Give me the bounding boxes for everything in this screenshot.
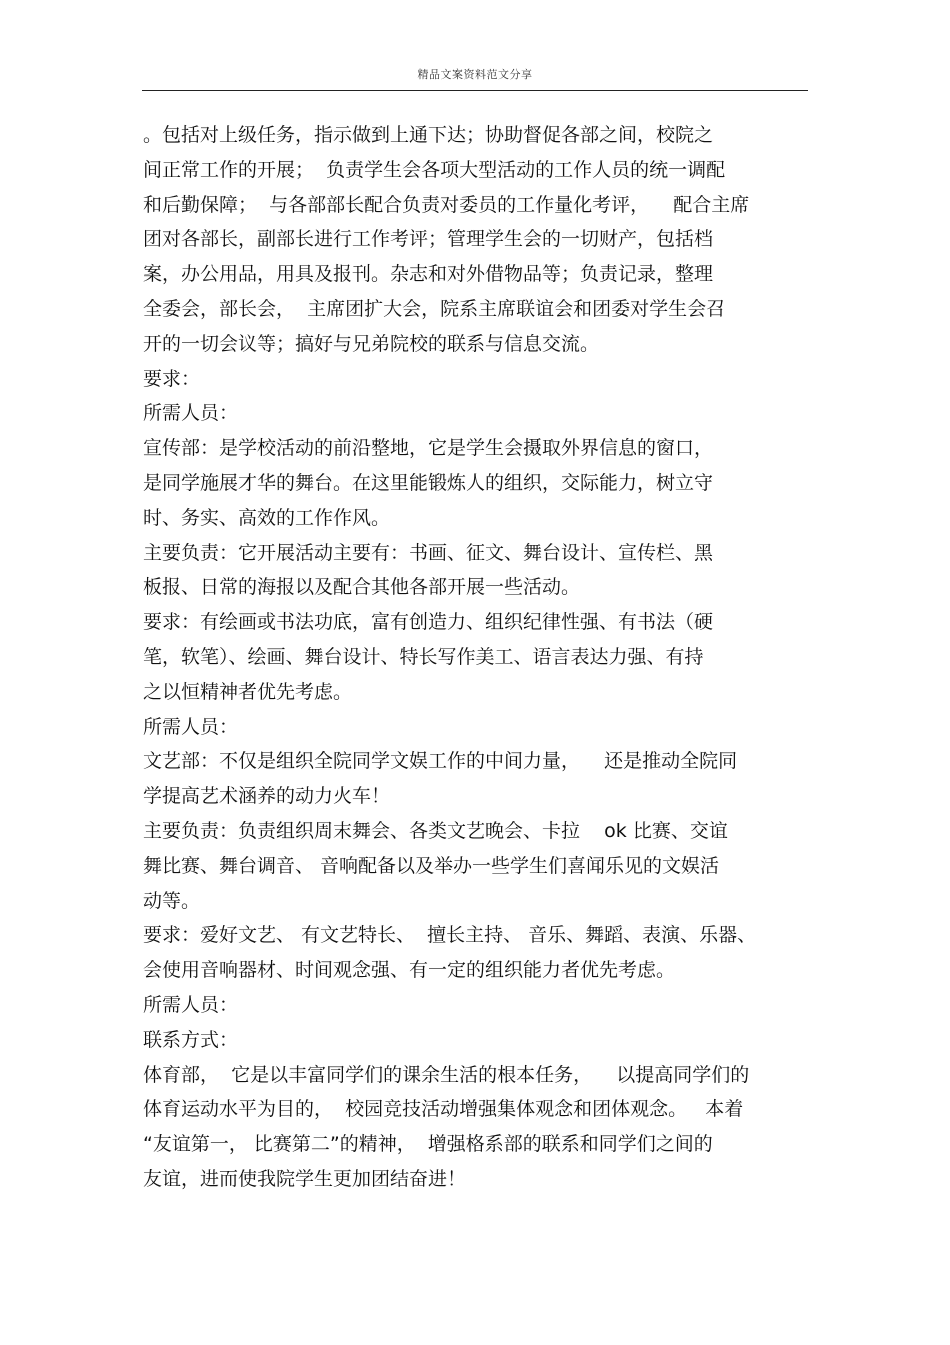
text-line: 所需人员： xyxy=(143,993,239,1016)
text-line: 间正常工作的开展； 负责学生会各项大型活动的工作人员的统一调配 xyxy=(143,158,726,181)
text-line: 全委会，部长会， 主席团扩大会，院系主席联谊会和团委对学生会召 xyxy=(143,297,726,320)
text-line: 联系方式： xyxy=(143,1028,239,1051)
text-line: 。包括对上级任务，指示做到上通下达；协助督促各部之间，校院之 xyxy=(143,124,714,146)
text-line: 团对各部长，副部长进行工作考评；管理学生会的一切财产，包括档 xyxy=(143,228,714,251)
document-body xyxy=(143,118,808,1197)
page-header: 精品文案资料范文分享 xyxy=(417,68,533,81)
text-line: 所需人员： xyxy=(143,715,239,738)
text-line: 板报、日常的海报以及配合其他各部开展一些活动。 xyxy=(143,576,581,599)
header-divider xyxy=(142,90,808,91)
text-line: 要求： xyxy=(143,367,201,390)
text-line: 是同学施展才华的舞台。在这里能锻炼人的组织，交际能力，树立守 xyxy=(143,471,714,494)
text-line: 学提高艺术涵养的动力火车！ xyxy=(143,785,391,808)
text-line: 宣传部：是学校活动的前沿整地，它是学生会摄取外界信息的窗口， xyxy=(143,437,714,460)
text-line: 舞比赛、舞台调音、 音响配备以及举办一些学生们喜闻乐见的文娱活 xyxy=(143,854,720,877)
text-line: 开的一切会议等；搞好与兄弟院校的联系与信息交流。 xyxy=(143,332,600,355)
text-line: 时、务实、高效的工作作风。 xyxy=(143,506,391,529)
text-line: 文艺部：不仅是组织全院同学文娱工作的中间力量， 还是推动全院同 xyxy=(143,750,738,773)
text-line: 要求：爱好文艺、 有文艺特长、 擅长主持、 音乐、舞蹈、表演、乐器、 xyxy=(143,924,757,947)
text-line: 要求：有绘画或书法功底，富有创造力、组织纪律性强、有书法（硬 xyxy=(143,611,714,634)
text-line: “友谊第一， 比赛第二”的精神， 增强格系部的联系和同学们之间的 xyxy=(143,1133,713,1156)
text-line: 主要负责：负责组织周末舞会、各类文艺晚会、卡拉 ok 比赛、交谊 xyxy=(143,819,728,842)
text-line: 案，办公用品，用具及报刊。杂志和对外借物品等；负责记录，整理 xyxy=(143,263,714,286)
text-line: 会使用音响器材、时间观念强、有一定的组织能力者优先考虑。 xyxy=(143,959,676,982)
text-line: 笔，软笔）、绘画、舞台设计、特长写作美工、语言表达力强、有持 xyxy=(143,645,704,668)
text-line: 体育部， 它是以丰富同学们的课余生活的根本任务， 以提高同学们的 xyxy=(143,1063,750,1086)
text-line: 动等。 xyxy=(143,889,201,912)
text-line: 之以恒精神者优先考虑。 xyxy=(143,680,353,703)
text-line: 所需人员： xyxy=(143,402,239,425)
text-line: 和后勤保障； 与各部部长配合负责对委员的工作量化考评， 配合主席 xyxy=(143,193,750,216)
text-line: 体育运动水平为目的， 校园竞技活动增强集体观念和团体观念。 本着 xyxy=(143,1098,744,1121)
text-line: 友谊，进而使我院学生更加团结奋进！ xyxy=(143,1167,467,1190)
text-line: 主要负责：它开展活动主要有：书画、征文、舞台设计、宣传栏、黑 xyxy=(143,541,714,564)
